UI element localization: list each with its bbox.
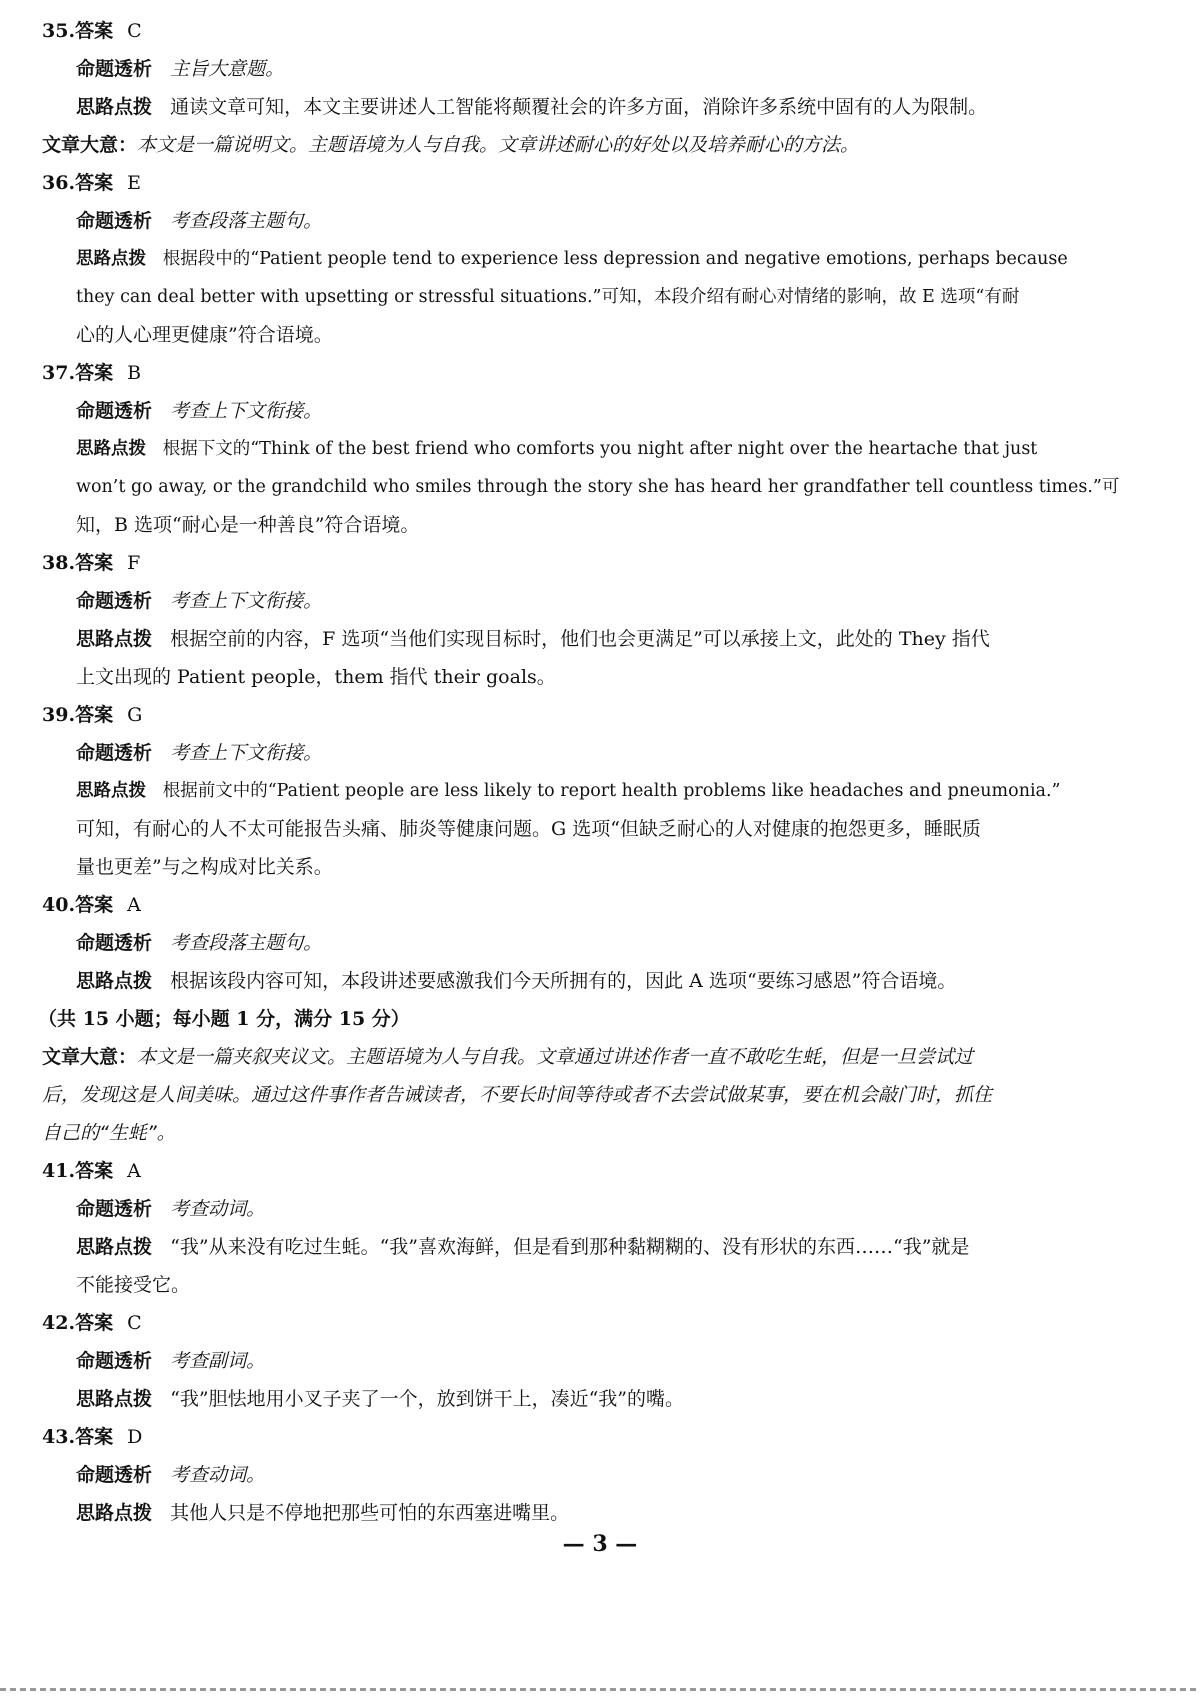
q42-hint-line — [76, 1387, 1200, 1411]
q38-hint-line-1 — [76, 627, 1200, 651]
q36-hint-line-2 — [76, 285, 1200, 309]
q40-answer: A — [127, 894, 141, 916]
q35-answer-line — [42, 19, 1200, 43]
hint-label: 思路点拨 — [76, 970, 153, 992]
q35-number: 35. — [42, 20, 76, 42]
hint-label: 思路点拨 — [76, 439, 146, 459]
summary-2-text-3: 自己的“生蚝”。 — [42, 1122, 176, 1144]
q39-hint-1: 根据前文中的“Patient people are less likely to report health problems like headaches and pneumonia.” — [162, 781, 1061, 801]
q42-answer: C — [127, 1312, 142, 1334]
q39-hint-line-1 — [76, 779, 1200, 803]
section-note — [38, 1007, 1200, 1031]
summary-2-line-2 — [42, 1083, 1200, 1107]
q35-intent: 主旨大意题。 — [170, 58, 285, 80]
q38-number: 38. — [42, 552, 76, 574]
answer-label: 答案 — [75, 1312, 114, 1334]
summary-1-text: 本文是一篇说明文。主题语境为人与自我。文章讲述耐心的好处以及培养耐心的方法。 — [137, 134, 860, 156]
q37-hint-line-3 — [76, 513, 1200, 537]
summary-2-text-1: 本文是一篇夹叙夹议文。主题语境为人与自我。文章通过讲述作者一直不敢吃生蚝，但是一旦尝试过 — [137, 1046, 974, 1068]
q37-hint-line-2 — [76, 475, 1200, 499]
q35-hint-line — [76, 95, 1200, 119]
q36-answer: E — [127, 172, 141, 194]
section-note-text: （共 15 小题；每小题 1 分，满分 15 分） — [38, 1008, 410, 1030]
q37-hint-3: 知，B 选项“耐心是一种善良”符合语境。 — [76, 514, 420, 536]
q37-intent-line — [76, 399, 1200, 423]
q42-number: 42. — [42, 1312, 76, 1334]
hint-label: 思路点拨 — [76, 781, 146, 801]
q43-answer-line — [42, 1425, 1200, 1449]
q42-intent-line — [76, 1349, 1200, 1373]
answer-label: 答案 — [75, 552, 114, 574]
hint-label: 思路点拨 — [76, 96, 153, 118]
q38-intent-line — [76, 589, 1200, 613]
q35-intent-line — [76, 57, 1200, 81]
intent-label: 命题透析 — [76, 1198, 153, 1220]
q36-number: 36. — [42, 172, 76, 194]
intent-label: 命题透析 — [76, 1350, 153, 1372]
q37-hint-2: won’t go away, or the grandchild who smiles through the story she has heard her grandfather tell countless times.”可 — [76, 477, 1120, 497]
q38-answer: F — [127, 552, 141, 574]
answer-label: 答案 — [75, 20, 114, 42]
q36-hint-2: they can deal better with upsetting or stressful situations.”可知，本段介绍有耐心对情绪的影响，故 E 选项“有耐 — [76, 287, 1020, 307]
q41-number: 41. — [42, 1160, 76, 1182]
q36-hint-line-1 — [76, 247, 1200, 271]
q41-intent-line — [76, 1197, 1200, 1221]
q42-hint: “我”胆怯地用小叉子夹了一个，放到饼干上，凑近“我”的嘴。 — [170, 1388, 684, 1410]
q36-hint-1: 根据段中的“Patient people tend to experience less depression and negative emotions, perhaps because — [162, 249, 1068, 269]
hint-label: 思路点拨 — [76, 1388, 153, 1410]
q41-answer: A — [127, 1160, 141, 1182]
q39-intent: 考查上下文衔接。 — [170, 742, 323, 764]
q39-answer: G — [127, 704, 143, 726]
q41-hint-line-1 — [76, 1235, 1200, 1259]
q37-intent: 考查上下文衔接。 — [170, 400, 323, 422]
q38-hint-1: 根据空前的内容，F 选项“当他们实现目标时，他们也会更满足”可以承接上文，此处的 They 指代 — [170, 628, 990, 650]
q39-number: 39. — [42, 704, 76, 726]
q41-hint-1: “我”从来没有吃过生蚝。“我”喜欢海鲜，但是看到那种黏糊糊的、没有形状的东西……“我”就是 — [170, 1236, 970, 1258]
intent-label: 命题透析 — [76, 590, 153, 612]
q41-hint-line-2 — [76, 1273, 1200, 1297]
summary-2-line-3 — [42, 1121, 1200, 1145]
intent-label: 命题透析 — [76, 932, 153, 954]
q36-intent-line — [76, 209, 1200, 233]
q39-hint-line-2 — [76, 817, 1200, 841]
intent-label: 命题透析 — [76, 742, 153, 764]
q38-answer-line — [42, 551, 1200, 575]
answer-label: 答案 — [75, 894, 114, 916]
hint-label: 思路点拨 — [76, 249, 146, 269]
q40-hint-line — [76, 969, 1200, 993]
q40-hint: 根据该段内容可知，本段讲述要感激我们今天所拥有的，因此 A 选项“要练习感恩”符合语境。 — [170, 970, 957, 992]
q43-answer: D — [127, 1426, 143, 1448]
q38-intent: 考查上下文衔接。 — [170, 590, 323, 612]
q41-hint-2: 不能接受它。 — [76, 1274, 191, 1296]
hint-label: 思路点拨 — [76, 628, 153, 650]
q35-hint: 通读文章可知，本文主要讲述人工智能将颠覆社会的许多方面，消除许多系统中固有的人为限制。 — [170, 96, 988, 118]
page-number: — 3 — — [562, 1531, 638, 1557]
q37-hint-1: 根据下文的“Think of the best friend who comforts you night after night over the heartache that just — [162, 439, 1038, 459]
scan-edge — [0, 1688, 1200, 1691]
hint-label: 思路点拨 — [76, 1236, 153, 1258]
q39-hint-line-3 — [76, 855, 1200, 879]
intent-label: 命题透析 — [76, 58, 153, 80]
q43-number: 43. — [42, 1426, 76, 1448]
q40-number: 40. — [42, 894, 76, 916]
q41-answer-line — [42, 1159, 1200, 1183]
intent-label: 命题透析 — [76, 1464, 153, 1486]
intent-label: 命题透析 — [76, 210, 153, 232]
q42-answer-line — [42, 1311, 1200, 1335]
answer-label: 答案 — [75, 362, 114, 384]
q38-hint-2: 上文出现的 Patient people，them 指代 their goals。 — [76, 666, 556, 688]
q42-intent: 考查副词。 — [170, 1350, 266, 1372]
q39-hint-3: 量也更差”与之构成对比关系。 — [76, 856, 333, 878]
q36-intent: 考查段落主题句。 — [170, 210, 323, 232]
q37-answer-line — [42, 361, 1200, 385]
q39-intent-line — [76, 741, 1200, 765]
q43-hint: 其他人只是不停地把那些可怕的东西塞进嘴里。 — [170, 1502, 570, 1524]
q41-intent: 考查动词。 — [170, 1198, 266, 1220]
answer-label: 答案 — [75, 172, 114, 194]
answer-label: 答案 — [75, 704, 114, 726]
q35-answer: C — [127, 20, 142, 42]
summary-2-line-1 — [42, 1045, 1200, 1069]
q39-hint-2: 可知，有耐心的人不太可能报告头痛、肺炎等健康问题。G 选项“但缺乏耐心的人对健康的抱怨更多，睡眠质 — [76, 818, 981, 840]
q36-hint-line-3 — [76, 323, 1200, 347]
summary-2-text-2: 后，发现这是人间美味。通过这件事作者告诫读者，不要长时间等待或者不去尝试做某事，要在机会敲门时，抓住 — [42, 1084, 993, 1106]
q40-answer-line — [42, 893, 1200, 917]
q36-answer-line — [42, 171, 1200, 195]
intent-label: 命题透析 — [76, 400, 153, 422]
q43-intent: 考查动词。 — [170, 1464, 266, 1486]
q39-answer-line — [42, 703, 1200, 727]
q37-number: 37. — [42, 362, 76, 384]
summary-label: 文章大意： — [42, 134, 138, 156]
q43-intent-line — [76, 1463, 1200, 1487]
summary-label: 文章大意： — [42, 1046, 138, 1068]
q43-hint-line — [76, 1501, 1200, 1525]
hint-label: 思路点拨 — [76, 1502, 153, 1524]
q36-hint-3: 心的人心理更健康”符合语境。 — [76, 324, 333, 346]
answer-label: 答案 — [75, 1160, 114, 1182]
q37-answer: B — [127, 362, 142, 384]
answer-label: 答案 — [75, 1426, 114, 1448]
q37-hint-line-1 — [76, 437, 1200, 461]
q40-intent-line — [76, 931, 1200, 955]
summary-1 — [42, 133, 1200, 157]
q40-intent: 考查段落主题句。 — [170, 932, 323, 954]
q38-hint-line-2 — [76, 665, 1200, 689]
